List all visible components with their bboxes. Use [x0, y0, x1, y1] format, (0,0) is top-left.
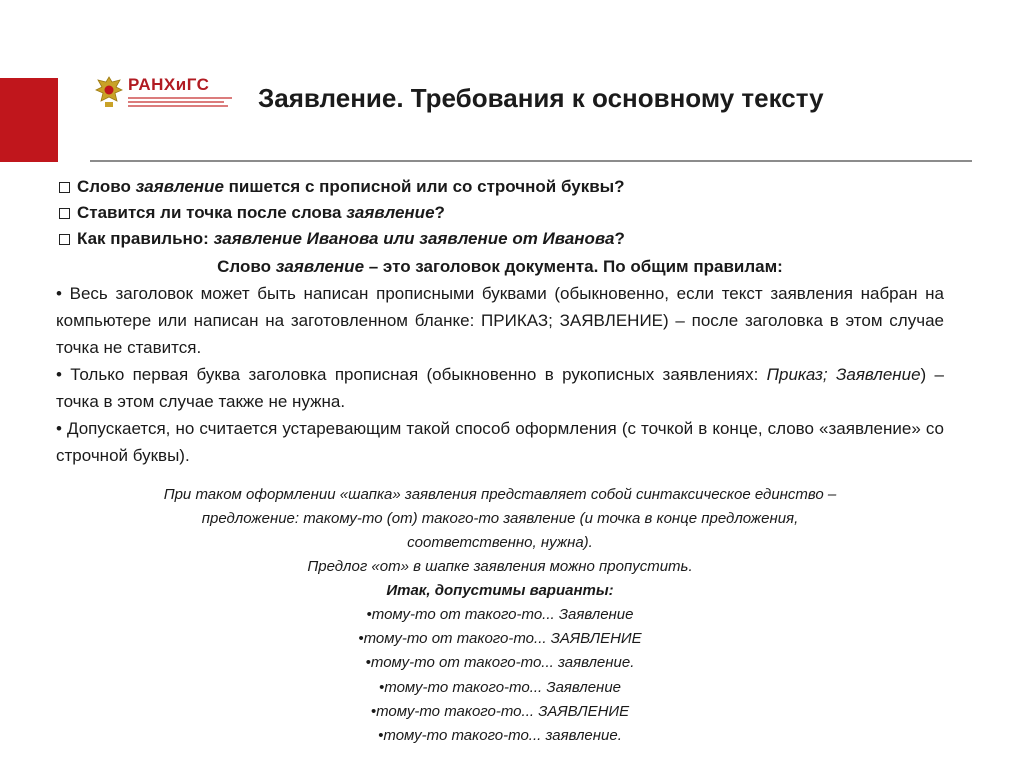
- variants-list: [56, 603, 944, 748]
- checkbox-bullet-icon: [59, 182, 70, 193]
- variant-item: •тому-то от такого-то... Заявление: [366, 606, 634, 623]
- variant-item: •тому-то такого-то... ЗАЯВЛЕНИЕ: [370, 702, 630, 720]
- slide-title: Заявление. Требования к основному тексту: [258, 83, 824, 113]
- summary-heading: Итак, допустимы варианты:: [386, 582, 614, 599]
- bullet-first-capital: • Только первая буква заголовка прописная (обыкновенно в рукописных заявлениях: Приказ; Заявление) – точка в этом случае также не нужна.: [56, 365, 944, 411]
- variant-item: •тому-то такого-то... Заявление: [379, 678, 621, 696]
- accent-bar: [0, 78, 58, 162]
- checkbox-bullet-icon: [59, 234, 70, 245]
- note-line-1: При таком оформлении «шапка» заявления представляет собой синтаксическое единство –: [163, 486, 837, 503]
- logo-sublines: [128, 97, 232, 109]
- logo-text: РАНХиГС: [128, 74, 210, 94]
- question-2: Ставится ли точка после слова заявление?: [56, 200, 944, 226]
- rule-heading: Слово заявление – это заголовок документа. По общим правилам:: [217, 257, 783, 276]
- bullet-outdated: • Допускается, но считается устаревающим такой способ оформления (с точкой в конце, слово «заявление» со строчной буквы).: [56, 419, 944, 465]
- variant-item: •тому-то такого-то... заявление.: [378, 727, 622, 745]
- eagle-emblem-icon: [94, 74, 124, 110]
- note-line-3: соответственно, нужна).: [407, 534, 593, 551]
- ranepa-logo: [94, 72, 234, 112]
- main-content: [56, 174, 944, 469]
- bullet-uppercase: • Весь заголовок может быть написан прописными буквами (обыкновенно, если текст заявления набран на компьютере или написан на заготовленном бланке: ПРИКАЗ; ЗАЯВЛЕНИЕ) – после заголовка в этом случае точка не ставится.: [56, 284, 944, 357]
- question-3: Как правильно: заявление Иванова или заявление от Иванова?: [56, 226, 944, 252]
- note-block: [56, 483, 944, 748]
- question-1: Слово заявление пишется с прописной или со строчной буквы?: [56, 174, 944, 200]
- title-divider: [90, 160, 972, 162]
- variant-item: •тому-то от такого-то... заявление.: [365, 654, 635, 672]
- checkbox-bullet-icon: [59, 208, 70, 219]
- variant-item: •тому-то от такого-то... ЗАЯВЛЕНИЕ: [358, 630, 642, 648]
- note-line-4: Предлог «от» в шапке заявления можно пропустить.: [307, 558, 693, 575]
- note-line-2: предложение: такому-то (от) такого-то заявление (и точка в конце предложения,: [201, 510, 799, 527]
